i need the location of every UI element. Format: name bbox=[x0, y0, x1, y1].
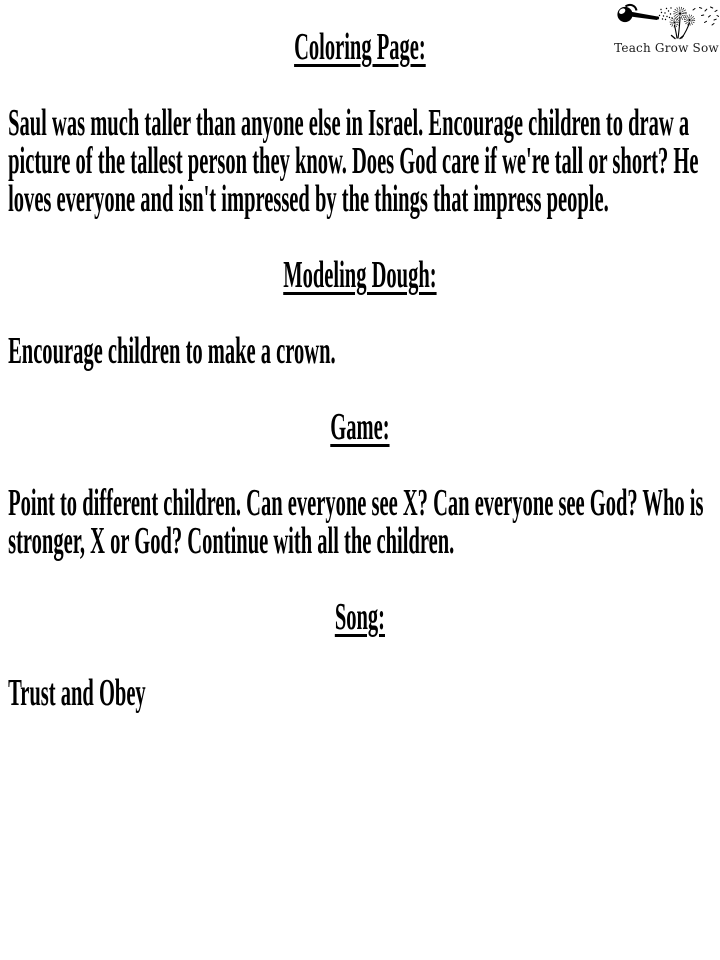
paragraph-modeling-dough bbox=[8, 332, 712, 370]
logo-text: Teach Grow Sow bbox=[614, 41, 719, 55]
paragraph-coloring-page bbox=[8, 104, 712, 218]
text-line: picture of the tallest person they know. Does God care if we're tall or short? He bbox=[8, 140, 699, 182]
text-line: Point to different children. Can everyone see X? Can everyone see God? Who is bbox=[8, 482, 704, 524]
text-line: Saul was much taller than anyone else in Israel. Encourage children to draw a bbox=[8, 102, 690, 144]
section-game bbox=[8, 408, 712, 560]
heading-game: Game: bbox=[330, 406, 390, 448]
paragraph-song bbox=[8, 674, 712, 712]
heading-modeling-dough: Modeling Dough: bbox=[283, 254, 437, 296]
section-coloring-page bbox=[8, 28, 712, 218]
section-song bbox=[8, 598, 712, 712]
heading-coloring-page: Coloring Page: bbox=[294, 26, 426, 68]
text-line: stronger, X or God? Continue with all the children. bbox=[8, 520, 455, 562]
paragraph-game bbox=[8, 484, 712, 560]
text-line: Encourage children to make a crown. bbox=[8, 330, 336, 372]
heading-song: Song: bbox=[334, 596, 385, 638]
text-line: loves everyone and isn't impressed by the things that impress people. bbox=[8, 178, 609, 220]
section-modeling-dough bbox=[8, 256, 712, 370]
text-line: Trust and Obey bbox=[8, 672, 146, 714]
